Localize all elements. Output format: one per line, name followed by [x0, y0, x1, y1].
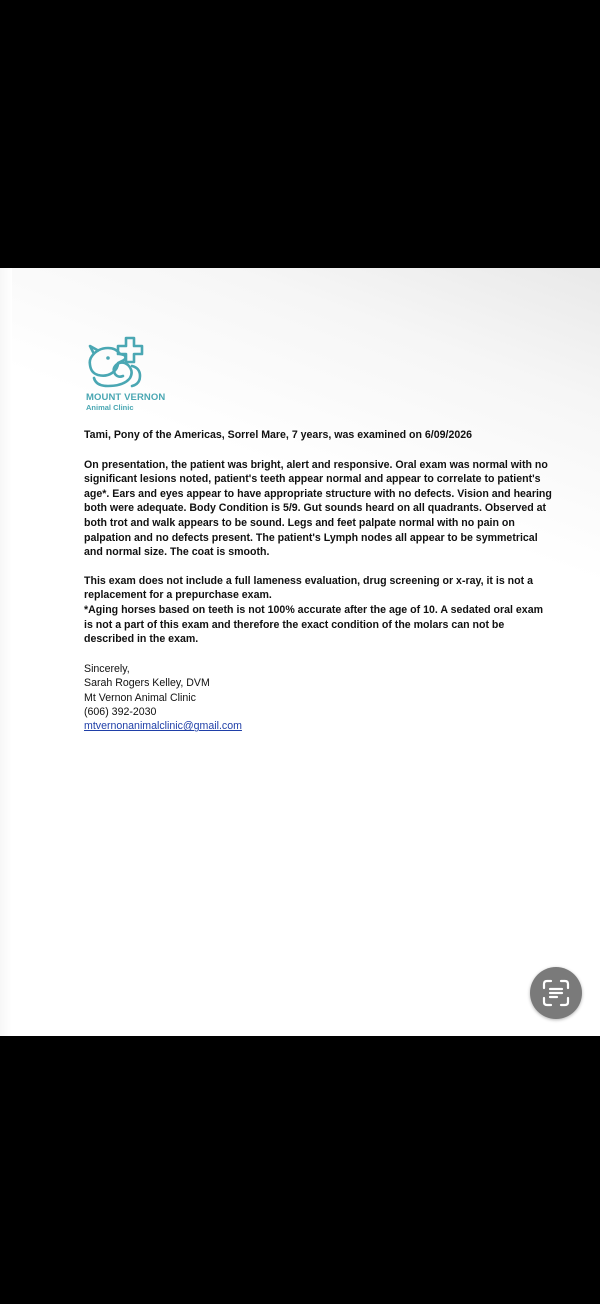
closing: Sincerely, [84, 662, 130, 675]
document-page [0, 268, 600, 1036]
clinic-subtitle: Animal Clinic [86, 403, 134, 412]
clinic-phone: (606) 392-2030 [84, 705, 157, 718]
exam-disclaimer: This exam does not include a full lameness evaluation, drug screening or x-ray, it is not a replacement for a prepurchase exam. [84, 574, 533, 602]
page-edge-shadow [0, 268, 12, 1036]
exam-findings: On presentation, the patient was bright, alert and responsive. Oral exam was normal with no significant lesions noted, patient's teeth appear normal and appear to correlate to patient's age*. Ears and eyes appear to have appropriate structure with no defects. Vision and hearing both were adequate. Body Condition is 5/9. Gut sounds heard on all quadrants. Observed at both trot and walk appears to be sound. Legs and feet palpate normal with no pain on palpation and no defects present. The patient's Lymph nodes all appear to be symmetrical and normal size. The coat is smooth. [84, 458, 552, 559]
clinic-logo [86, 334, 186, 412]
signature-block [84, 662, 554, 734]
text-scan-icon [541, 978, 571, 1008]
exam-intro: Tami, Pony of the Americas, Sorrel Mare, 7 years, was examined on 6/09/2026 [84, 429, 473, 441]
clinic-name: MOUNT VERNON [86, 392, 166, 403]
text-scan-button[interactable] [530, 967, 582, 1019]
exam-letter [84, 428, 554, 734]
clinic-email-link[interactable]: mtvernonanimalclinic@gmail.com [84, 720, 242, 733]
signer-name: Sarah Rogers Kelley, DVM [84, 677, 210, 690]
exam-footnote: *Aging horses based on teeth is not 100% accurate after the age of 10. A sedated oral exam is not a part of this exam and therefore the exact condition of the molars can not be described in the exam. [84, 603, 544, 646]
dog-cat-cross-icon [86, 334, 150, 388]
clinic-org: Mt Vernon Animal Clinic [84, 691, 196, 704]
